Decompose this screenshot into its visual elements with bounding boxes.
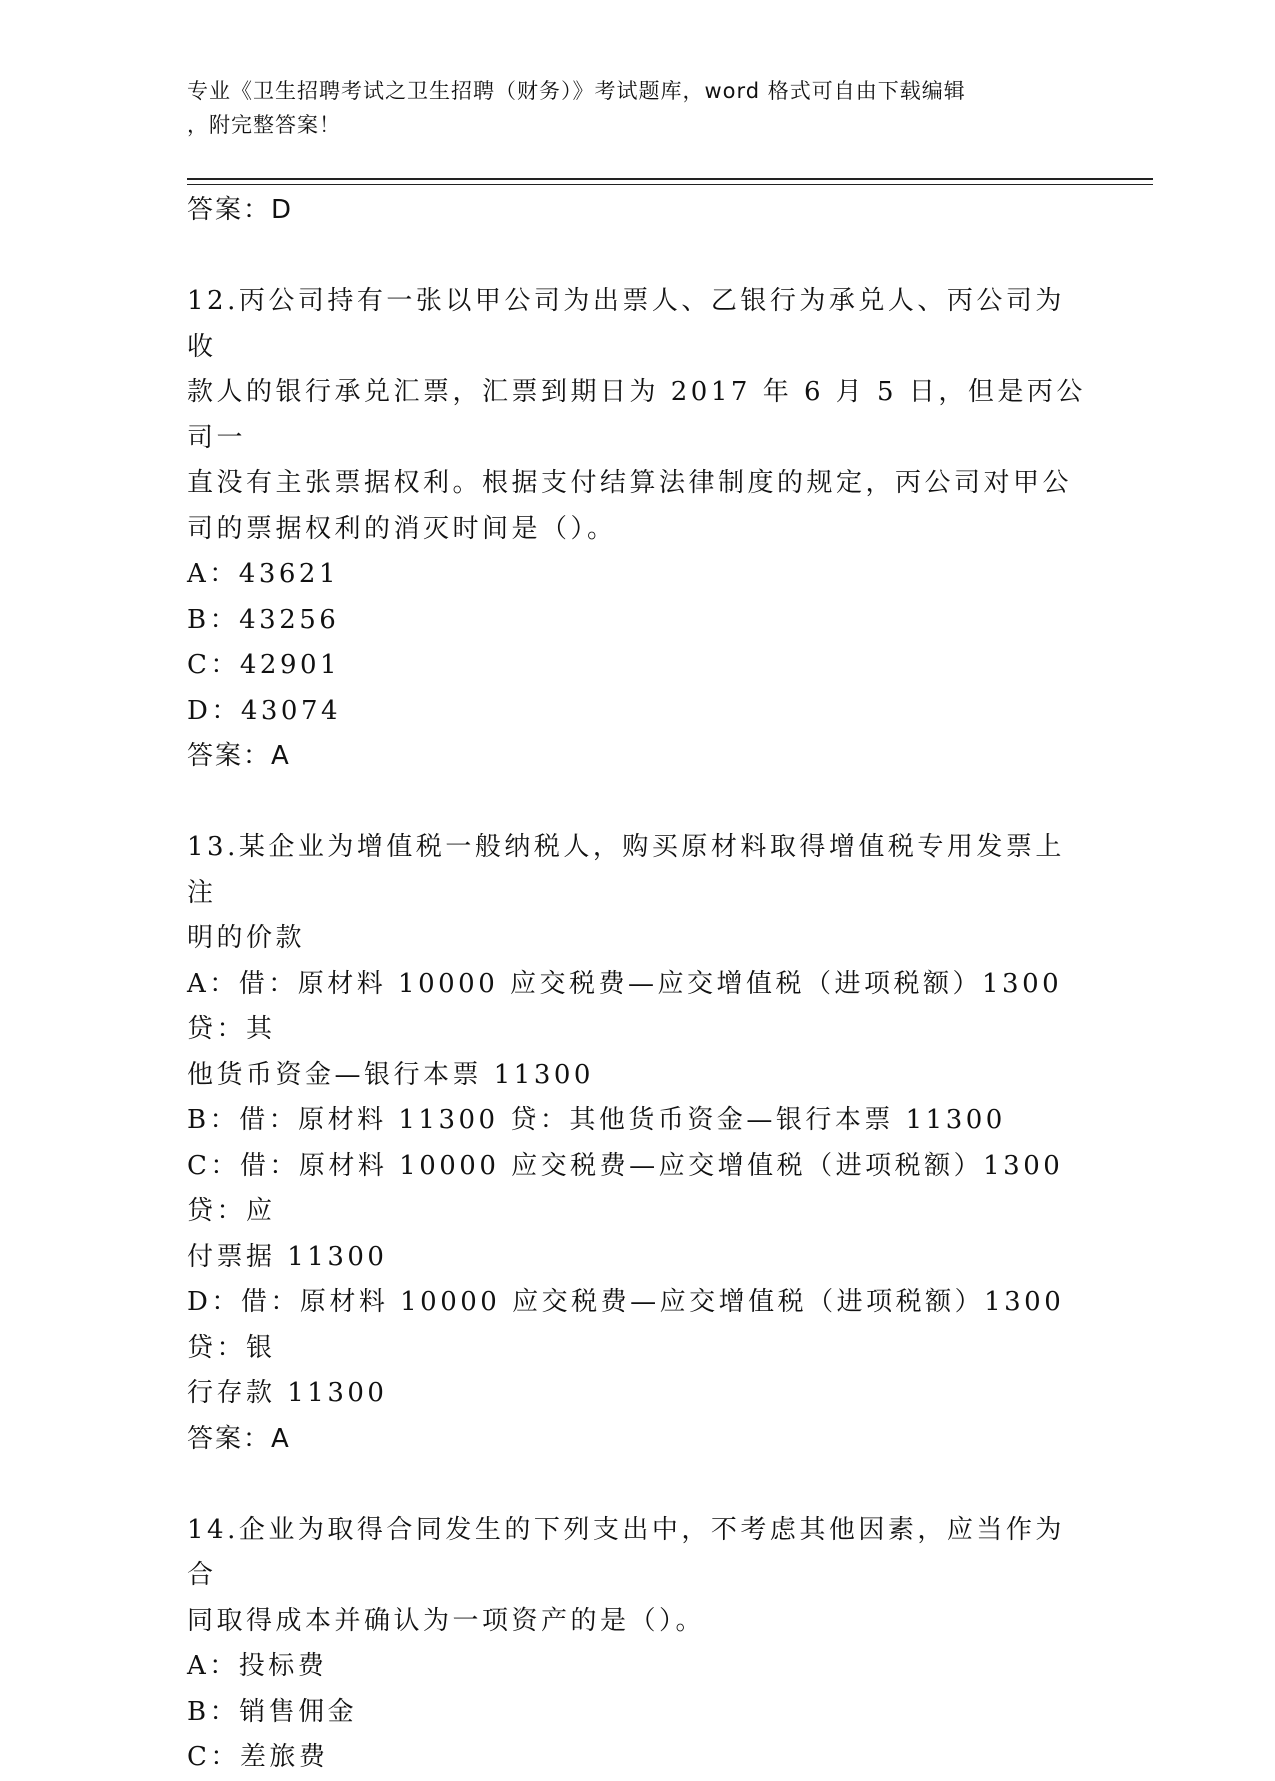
answer: 答案：A: [187, 1423, 291, 1454]
question-12: [187, 279, 1087, 780]
question-text-line: 13.某企业为增值税一般纳税人，购买原材料取得增值税专用发票上注: [187, 832, 1065, 908]
option-a-continued: 他货币资金—银行本票 11300: [187, 1059, 594, 1090]
option-c: C：差旅费: [187, 1742, 329, 1772]
question-14: [187, 1508, 1087, 1781]
spacer: [187, 234, 1087, 280]
option-d-continued: 行存款 11300: [187, 1378, 388, 1408]
option-a: A：借：原材料 10000 应交税费—应交增值税（进项税额）1300 贷：其: [187, 968, 1074, 1044]
option-a: A：43621: [187, 559, 339, 589]
option-c: C：42901: [187, 650, 341, 680]
document-header: [187, 74, 1087, 142]
option-b: B：43256: [187, 604, 340, 635]
question-text-line: 明的价款: [187, 923, 306, 953]
question-text-line: 12.丙公司持有一张以甲公司为出票人、乙银行为承兑人、丙公司为收: [187, 286, 1065, 362]
option-b: B：借：原材料 11300 贷：其他货币资金—银行本票 11300: [187, 1105, 1006, 1135]
question-text-line: 14.企业为取得合同发生的下列支出中，不考虑其他因素，应当作为合: [187, 1514, 1065, 1590]
question-text-line: 司的票据权利的消灭时间是（）。: [187, 513, 617, 544]
option-a: A：投标费: [187, 1651, 328, 1681]
header-line-1: 专业《卫生招聘考试之卫生招聘（财务）》考试题库，word 格式可自由下载编辑: [187, 79, 966, 103]
option-d: D：借：原材料 10000 应交税费—应交增值税（进项税额）1300 贷：银: [187, 1287, 1077, 1363]
question-text-line: 直没有主张票据权利。根据支付结算法律制度的规定，丙公司对甲公: [187, 468, 1073, 498]
option-c: C：借：原材料 10000 应交税费—应交增值税（进项税额）1300 贷：应: [187, 1150, 1076, 1226]
option-d: D：43074: [187, 695, 342, 726]
document-body: [187, 188, 1087, 1781]
spacer: [187, 1462, 1087, 1508]
answer: 答案：A: [187, 741, 291, 771]
question-text-line: 款人的银行承兑汇票，汇票到期日为 2017 年 6 月 5 日，但是丙公司一: [187, 377, 1086, 453]
previous-answer: 答案：D: [187, 195, 294, 225]
header-rule-thin: [187, 184, 1153, 185]
option-b: B：销售佣金: [187, 1696, 358, 1727]
question-13: [187, 825, 1087, 1462]
question-text-line: 同取得成本并确认为一项资产的是（）。: [187, 1605, 706, 1636]
option-c-continued: 付票据 11300: [187, 1241, 388, 1272]
header-rule-thick: [187, 178, 1153, 180]
header-line-2: ，附完整答案！: [187, 113, 341, 137]
spacer: [187, 780, 1087, 826]
